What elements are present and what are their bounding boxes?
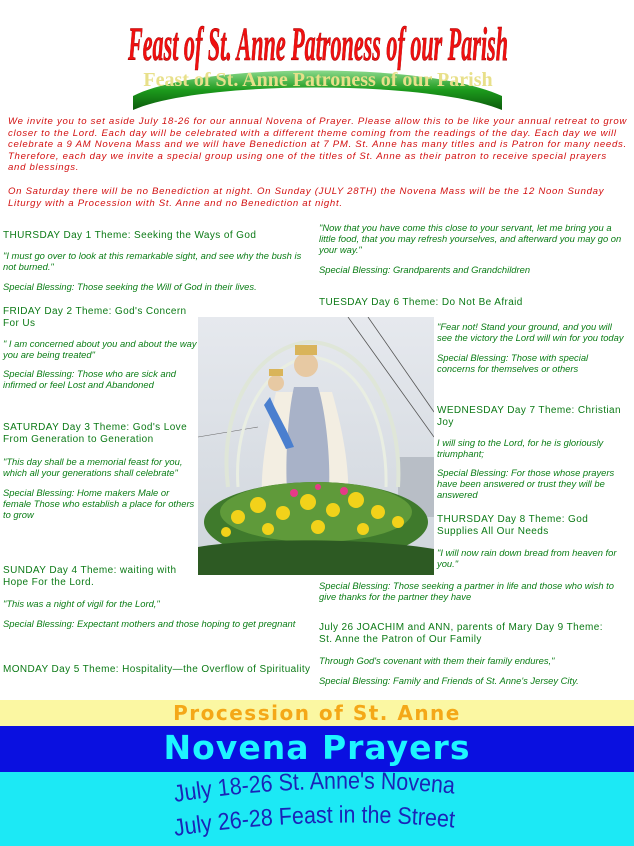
day-4-quote: "This was a night of vigil for the Lord," (3, 598, 160, 609)
day-3-quote: "This day shall be a memorial feast for you, which all your generations shall celebrate" (3, 456, 183, 478)
day-1-heading: THURSDAY Day 1 Theme: Seeking the Ways of God (3, 230, 257, 241)
title-shadow (133, 69, 502, 110)
day-3-heading: SATURDAY Day 3 Theme: God's Love From Generation to Generation (3, 422, 188, 445)
day-2-blessing: Special Blessing: Those who are sick and infirmed or feel Lost and Abandoned (3, 368, 177, 390)
day-9 (319, 622, 619, 686)
day-5-heading-block (3, 664, 315, 676)
day-1-blessing: Special Blessing: Those seeking the Will of God in their lives. (3, 281, 257, 292)
day-9-blessing: Special Blessing: Family and Friends of St. Anne's Jersey City. (319, 675, 579, 686)
day-6-blessing: Special Blessing: Those with special concerns for themselves or others (437, 352, 589, 374)
day-5-text (319, 222, 627, 275)
procession-banner (0, 700, 634, 726)
day-8-heading: THURSDAY Day 8 Theme: God Supplies All Our Needs (437, 514, 589, 537)
day-9-heading: July 26 JOACHIM and ANN, parents of Mary Day 9 Theme: St. Anne the Patron of Our Family (319, 622, 603, 645)
dates-line-1: July 18-26 St. Anne's Novena (171, 772, 458, 808)
svg-text:Feast of St. Anne Patroness of: Feast of St. Anne Patroness of our Parish (143, 69, 493, 91)
day-8-quote: "I will now rain down bread from heaven for you." (437, 547, 617, 569)
day-1-quote: "I must go over to look at this remarkable sight, and see why the bush is not burned." (3, 250, 302, 272)
day-8-blessing-block (319, 580, 627, 602)
st-anne-statue-photo (198, 317, 434, 575)
day-2-heading: FRIDAY Day 2 Theme: God's Concern For Us (3, 306, 187, 329)
day-3 (3, 422, 198, 520)
day-6-quote: "Fear not! Stand your ground, and you will see the victory the Lord will win for you today (437, 321, 624, 343)
day-2-quote: " I am concerned about you and about the way you are being treated" (3, 338, 197, 360)
day-7-blessing: Special Blessing: For those whose prayers have been answered or trust they will be answered (437, 467, 615, 500)
title-text: Feast of St. Anne Patroness of our Parish (127, 18, 508, 71)
day-7-quote: I will sing to the Lord, for he is gloriously triumphant; (437, 437, 604, 459)
intro-paragraph-2: On Saturday there will be no Benediction at night. On Sunday (JULY 28TH) the Novena Mass will be the 12 Noon Sunday Liturgy with a Procession with St. Anne and no Benediction at night. (8, 186, 605, 209)
day-9-quote: Through God's covenant with them their family endures," (319, 655, 555, 666)
procession-text: Procession of St. Anne (173, 701, 461, 725)
day-6-heading: TUESDAY Day 6 Theme: Do Not Be Afraid (319, 297, 523, 308)
day-5-heading: MONDAY Day 5 Theme: Hospitality—the Overflow of Spirituality (3, 664, 311, 675)
day-7 (437, 405, 627, 500)
novena-banner (0, 726, 634, 772)
day-7-heading: WEDNESDAY Day 7 Theme: Christian Joy (437, 405, 621, 428)
day-3-blessing: Special Blessing: Home makers Male or female Those who establish a place for others to grow (3, 487, 195, 520)
intro-paragraph-1: We invite you to set aside July 18-26 for our annual Novena of Prayer. Please allow this to be like your annual retreat to grow closer to the Lord. Each day will be celebrated with a different theme coming from the readings of the day. Each day we will celebrate a 9 AM Novena Mass and we will have Benediction at 7 PM. St. Anne has many titles and is Patron for many needs. Therefore, each day we invite a special group using one of the titles of St. Anne as their patron to receive special prayers and blessings. (8, 116, 627, 174)
day-6-text (437, 321, 627, 374)
day-4-blessing: Special Blessing: Expectant mothers and those hoping to get pregnant (3, 618, 296, 629)
day-5-blessing: Special Blessing: Grandparents and Grandchildren (319, 264, 531, 275)
day-5-quote: "Now that you have come this close to your servant, let me bring you a little food, that you may refresh yourselves, and afterward you may go on your way." (319, 222, 622, 255)
novena-prayers-text: Novena Prayers (163, 728, 471, 767)
dates-banner-art (0, 772, 634, 846)
day-6-heading-block (319, 297, 627, 309)
dates-line-2: July 26-28 Feast in the Street (171, 801, 457, 842)
dates-banner (0, 772, 634, 846)
day-8-blessing: Special Blessing: Those seeking a partner in life and those who wish to give thanks for the partner they have (319, 580, 614, 602)
day-4-heading: SUNDAY Day 4 Theme: waiting with Hope For the Lord. (3, 565, 177, 588)
day-8-head (437, 514, 627, 569)
day-1 (3, 230, 315, 292)
title-wordart (0, 0, 634, 112)
day-2 (3, 306, 198, 390)
